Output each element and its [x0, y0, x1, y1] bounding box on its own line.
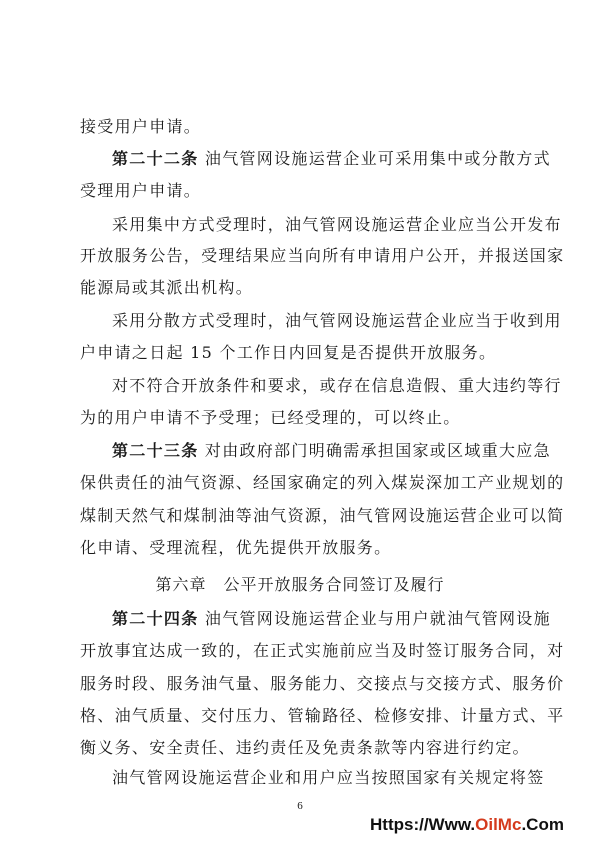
text-line: 采用分散方式受理时，油气管网设施运营企业应当于收到用	[112, 311, 562, 330]
text-line: 受理用户申请。	[80, 181, 202, 200]
chapter-heading: 第六章 公平开放服务合同签订及履行	[155, 575, 445, 594]
article-23	[112, 441, 551, 461]
text-line: 对不符合开放条件和要求，或存在信息造假、重大违约等行	[112, 376, 562, 395]
text-line: 为的用户申请不予受理；已经受理的，可以终止。	[80, 408, 461, 427]
text-line: 格、油气质量、交付压力、管输路径、检修安排、计量方式、平	[80, 706, 565, 725]
text-line: 油气管网设施运营企业和用户应当按照国家有关规定将签	[112, 768, 545, 787]
text-line: 煤制天然气和煤制油等油气资源，油气管网设施运营企业可以简	[80, 506, 565, 525]
article-heading: 第二十二条	[112, 149, 199, 168]
text-line: 化申请、受理流程，优先提供开放服务。	[80, 538, 392, 557]
article-text: 对由政府部门明确需承担国家或区域重大应急	[204, 441, 551, 460]
article-text: 油气管网设施运营企业与用户就油气管网设施	[204, 609, 551, 628]
text-line: 开放事宜达成一致的，在正式实施前应当及时签订服务合同，对	[80, 641, 565, 660]
watermark-suffix: .Com	[521, 815, 564, 834]
text-line: 接受用户申请。	[80, 117, 202, 136]
text-line: 服务时段、服务油气量、服务能力、交接点与交接方式、服务价	[80, 674, 565, 693]
text-line: 户申请之日起 15 个工作日内回复是否提供开放服务。	[80, 343, 497, 362]
text-line: 开放服务公告，受理结果应当向所有申请用户公开，并报送国家	[80, 246, 565, 265]
watermark-url	[370, 814, 592, 836]
page-number: 6	[297, 800, 303, 812]
article-22	[112, 149, 551, 169]
article-text: 油气管网设施运营企业可采用集中或分散方式	[204, 149, 551, 168]
watermark-highlight: OilMc	[475, 815, 522, 834]
text-line: 能源局或其派出机构。	[80, 278, 254, 297]
article-heading: 第二十三条	[112, 441, 199, 460]
article-24	[112, 609, 551, 629]
text-line: 保供责任的油气资源、经国家确定的列入煤炭深加工产业规划的	[80, 473, 565, 492]
article-heading: 第二十四条	[112, 609, 199, 628]
watermark-prefix: Https://Www.	[370, 815, 476, 834]
text-line: 衡义务、安全责任、违约责任及免责条款等内容进行约定。	[80, 738, 530, 757]
text-line: 采用集中方式受理时，油气管网设施运营企业应当公开发布	[112, 215, 562, 234]
